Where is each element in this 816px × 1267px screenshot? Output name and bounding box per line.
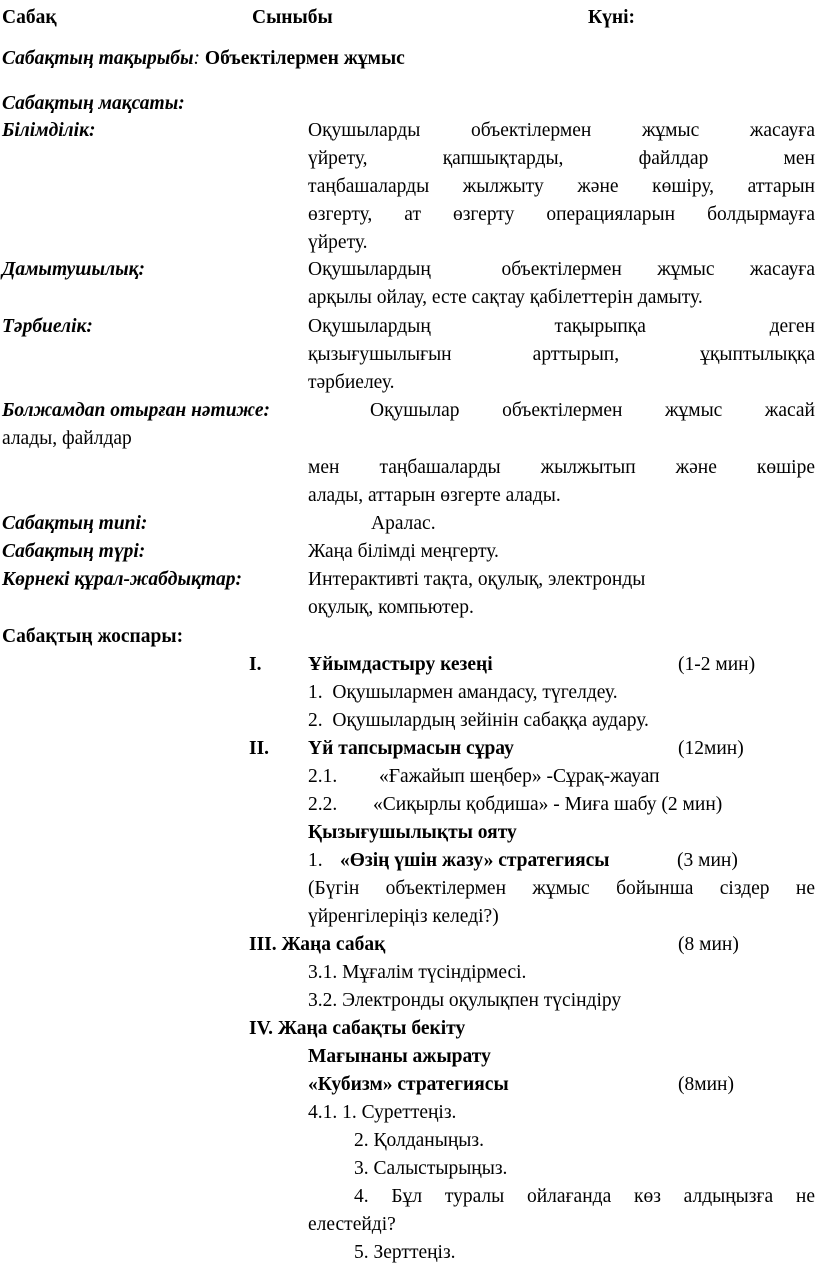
topic-value: Объектілермен жұмыс (204, 48, 405, 69)
section-3-item: 3.1. Мұғалім түсіндірмесі. (308, 962, 527, 983)
educational-line: өзгерту, ат өзгерту операцияларын болдырмауға (308, 204, 815, 225)
educational-line: үйрету. (308, 232, 368, 253)
section-3-time: (8 мин) (678, 934, 739, 955)
section-1-title: Ұйымдастыру кезеңі (308, 654, 493, 675)
developmental-line: арқылы ойлау, есте сақтау қабілеттерін дамыту. (308, 287, 703, 308)
section-2-title: Үй тапсырмасын сұрау (308, 738, 514, 759)
equipment-label: Көрнекі құрал-жабдықтар: (2, 569, 243, 590)
educational-line: үйрету, қапшықтарды, файлдар мен (308, 148, 815, 169)
equipment-line: оқулық, компьютер. (308, 597, 474, 618)
lesson-label: Сабақ (2, 7, 57, 28)
lesson-type-label: Сабақтың типі: (2, 513, 148, 534)
section-2-item-text: «Ғажайып шеңбер» -Сұрақ-жауап (379, 766, 660, 787)
section-4-item: 2. Қолданыңыз. (354, 1130, 484, 1151)
section-4-item: 3. Салыстырыңыз. (354, 1158, 508, 1179)
topic-label: Сабақтың тақырыбы (2, 48, 194, 69)
section-4-item: 4. Бұл туралы ойлағанда көз алдыңызға не (354, 1186, 815, 1207)
section-2-item-number: 2.2. (308, 794, 338, 815)
upbringing-line: қызығушылығын арттырып, ұқыптылыққа (308, 344, 815, 365)
strategy-number: 1. (308, 850, 323, 871)
section-2-item-number: 2.1. (308, 766, 338, 787)
section-3-item: 3.2. Электронды оқулықпен түсіндіру (308, 990, 622, 1011)
upbringing-label: Тәрбиелік: (2, 316, 93, 337)
lesson-type-value: Аралас. (371, 513, 436, 534)
section-1-number: I. (249, 654, 262, 675)
expected-result-line: алады, аттарын өзгерте алады. (308, 485, 561, 506)
expected-result-label: Болжамдап отырған нәтиже: (2, 400, 271, 421)
plan-title: Сабақтың жоспары: (2, 626, 184, 647)
date-label: Күні: (588, 7, 636, 28)
section-4-time: (8мин) (678, 1074, 734, 1095)
developmental-line: Оқушылардың объектілермен жұмыс жасауға (308, 259, 815, 280)
section-4-item: елестейді? (308, 1214, 396, 1235)
educational-line: таңбашаларды жылжыту және көшіру, аттарын (308, 176, 815, 197)
strategy-question: үйренгілеріңіз келеді?) (308, 906, 499, 927)
topic-colon: : (193, 48, 201, 69)
grade-label: Сыныбы (252, 7, 333, 28)
section-4-strategy: «Кубизм» стратегиясы (308, 1074, 509, 1095)
strategy-name: «Өзің үшін жазу» стратегиясы (340, 850, 610, 871)
section-2-time: (12мин) (678, 738, 744, 759)
section-4-item: 5. Зерттеңіз. (354, 1242, 456, 1263)
section-2-number: II. (249, 738, 270, 759)
topic-line (2, 45, 405, 73)
section-1-item: 2. Оқушылардың зейінін сабаққа аудару. (308, 710, 649, 731)
equipment-line: Интерактивті тақта, оқулық, электронды (308, 569, 646, 590)
lesson-kind-value: Жаңа білімді меңгерту. (308, 541, 499, 562)
section-2-item-text: «Сиқырлы қобдиша» - Миға шабу (2 мин) (373, 794, 723, 815)
expected-result-line: мен таңбашаларды жылжытып және көшіре (308, 457, 815, 478)
lesson-kind-label: Сабақтың түрі: (2, 541, 146, 562)
section-4-title: IV. Жаңа сабақты бекіту (249, 1018, 466, 1039)
strategy-time: (3 мин) (677, 850, 738, 871)
educational-label: Білімділік: (2, 120, 96, 141)
section-1-item: 1. Оқушылармен амандасу, түгелдеу. (308, 682, 618, 703)
section-4-subtitle: Мағынаны ажырату (308, 1046, 491, 1067)
strategy-question: (Бүгін объектілермен жұмыс бойынша сіздер не (308, 878, 815, 899)
educational-line: Оқушыларды объектілермен жұмыс жасауға (308, 120, 815, 141)
upbringing-line: тәрбиелеу. (308, 372, 395, 393)
interest-title: Қызығушылықты ояту (308, 822, 517, 843)
section-3-title: III. Жаңа сабақ (249, 934, 386, 955)
goals-title: Сабақтың мақсаты: (2, 93, 185, 114)
upbringing-line: Оқушылардың тақырыпқа деген (308, 316, 815, 337)
expected-result-line: алады, файлдар (2, 428, 132, 449)
section-4-item: 4.1. 1. Суреттеңіз. (308, 1102, 457, 1123)
expected-result-line: Оқушылар объектілермен жұмыс жасай (370, 400, 815, 421)
section-1-time: (1-2 мин) (678, 654, 756, 675)
developmental-label: Дамытушылық: (2, 259, 145, 280)
